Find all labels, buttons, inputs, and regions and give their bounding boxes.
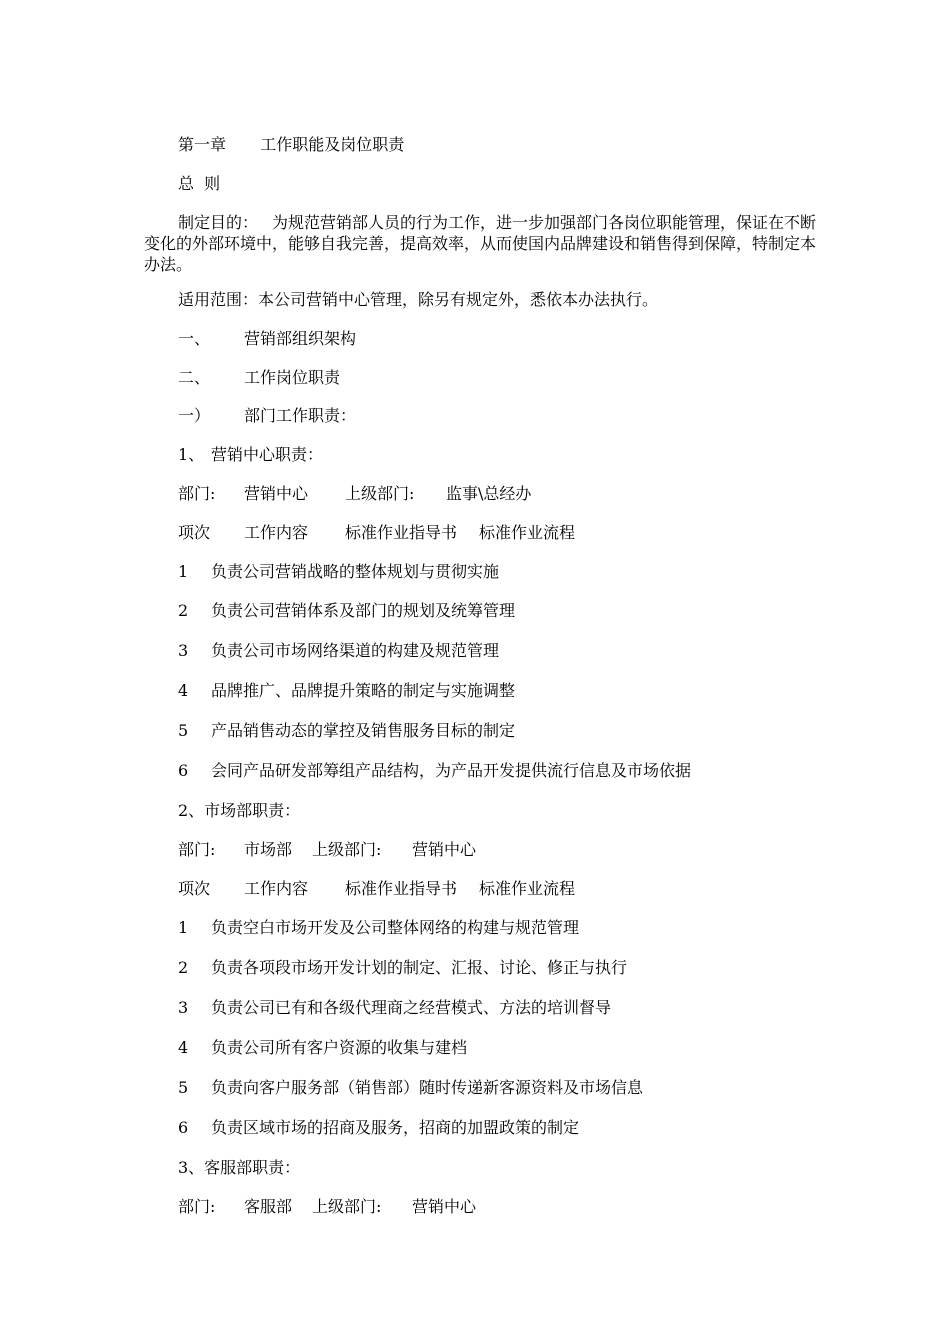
dept2-superior-label: 上级部门: [312,840,382,859]
list-item-number: 6 [178,761,189,780]
dept1-heading-number: 1、 [178,445,205,464]
dept3-heading: 3、客服部职责： [178,1158,301,1177]
list-item-text: 负责各项段市场开发计划的制定、汇报、讨论、修正与执行 [211,958,628,977]
subsection-1-number: 一） [178,406,211,425]
dept2-col-content: 工作内容 [244,879,309,898]
section-2-title: 工作岗位职责 [244,368,341,387]
general-heading: 总 则 [178,174,221,193]
chapter-heading [178,135,404,155]
dept2-dept-value: 市场部 [244,840,293,859]
list-item-text: 负责向客户服务部（销售部）随时传递新客源资料及市场信息 [211,1078,644,1097]
dept2-dept-label: 部门: [178,840,216,859]
dept1-col-guide: 标准作业指导书 [345,523,458,542]
dept1-heading: 营销中心职责： [211,445,324,464]
scope-paragraph: 适用范围：本公司营销中心管理，除另有规定外，悉依本办法执行。 [178,290,659,309]
list-item-number: 5 [178,721,189,740]
list-item-number: 1 [178,918,189,937]
list-item-text: 负责公司所有客户资源的收集与建档 [211,1038,468,1057]
list-item-number: 3 [178,998,189,1017]
subsection-1-title: 部门工作职责： [244,406,357,425]
dept1-col-process: 标准作业流程 [479,523,576,542]
list-item-text: 品牌推广、品牌提升策略的制定与实施调整 [211,681,516,700]
dept1-superior-label: 上级部门: [345,484,415,503]
dept1-col-item: 项次 [178,523,211,542]
section-1-number: 一、 [178,329,211,348]
dept1-dept-value: 营销中心 [244,484,309,503]
list-item-text: 会同产品研发部筹组产品结构，为产品开发提供流行信息及市场依据 [211,761,692,780]
list-item-number: 4 [178,1038,189,1057]
dept2-col-guide: 标准作业指导书 [345,879,458,898]
purpose-label: 制定目的： [178,213,259,232]
list-item-text: 负责区域市场的招商及服务，招商的加盟政策的制定 [211,1118,580,1137]
list-item-text: 负责公司营销体系及部门的规划及统筹管理 [211,601,516,620]
list-item-text: 负责公司市场网络渠道的构建及规范管理 [211,641,500,660]
chapter-title: 工作职能及岗位职责 [260,135,405,154]
dept2-heading: 2、市场部职责： [178,801,301,820]
list-item-number: 1 [178,562,189,581]
list-item-text: 负责公司已有和各级代理商之经营模式、方法的培训督导 [211,998,612,1017]
list-item-number: 6 [178,1118,189,1137]
section-2-number: 二、 [178,368,211,387]
dept3-dept-label: 部门: [178,1197,216,1216]
list-item-text: 产品销售动态的掌控及销售服务目标的制定 [211,721,516,740]
dept3-dept-value: 客服部 [244,1197,293,1216]
dept3-superior-value: 营销中心 [412,1197,477,1216]
list-item-text: 负责公司营销战略的整体规划与贯彻实施 [211,562,500,581]
list-item-number: 2 [178,601,189,620]
section-1-title: 营销部组织架构 [244,329,357,348]
dept1-superior-value: 监事\总经办 [446,484,532,503]
purpose-text: 为规范营销部人员的行为工作，进一步加强部门各岗位职能管理，保证在不断变化的外部环境中，能够自我完善，提高效率，从而使国内品牌建设和销售得到保障，特制定本办法。 [144,213,817,274]
purpose-paragraph [144,212,824,275]
dept1-dept-label: 部门: [178,484,216,503]
dept2-col-process: 标准作业流程 [479,879,576,898]
list-item-number: 3 [178,641,189,660]
dept1-col-content: 工作内容 [244,523,309,542]
chapter-label: 第一章 [178,135,227,154]
dept3-superior-label: 上级部门: [312,1197,382,1216]
dept2-col-item: 项次 [178,879,211,898]
list-item-number: 5 [178,1078,189,1097]
list-item-number: 2 [178,958,189,977]
list-item-number: 4 [178,681,189,700]
list-item-text: 负责空白市场开发及公司整体网络的构建与规范管理 [211,918,580,937]
dept2-superior-value: 营销中心 [412,840,477,859]
